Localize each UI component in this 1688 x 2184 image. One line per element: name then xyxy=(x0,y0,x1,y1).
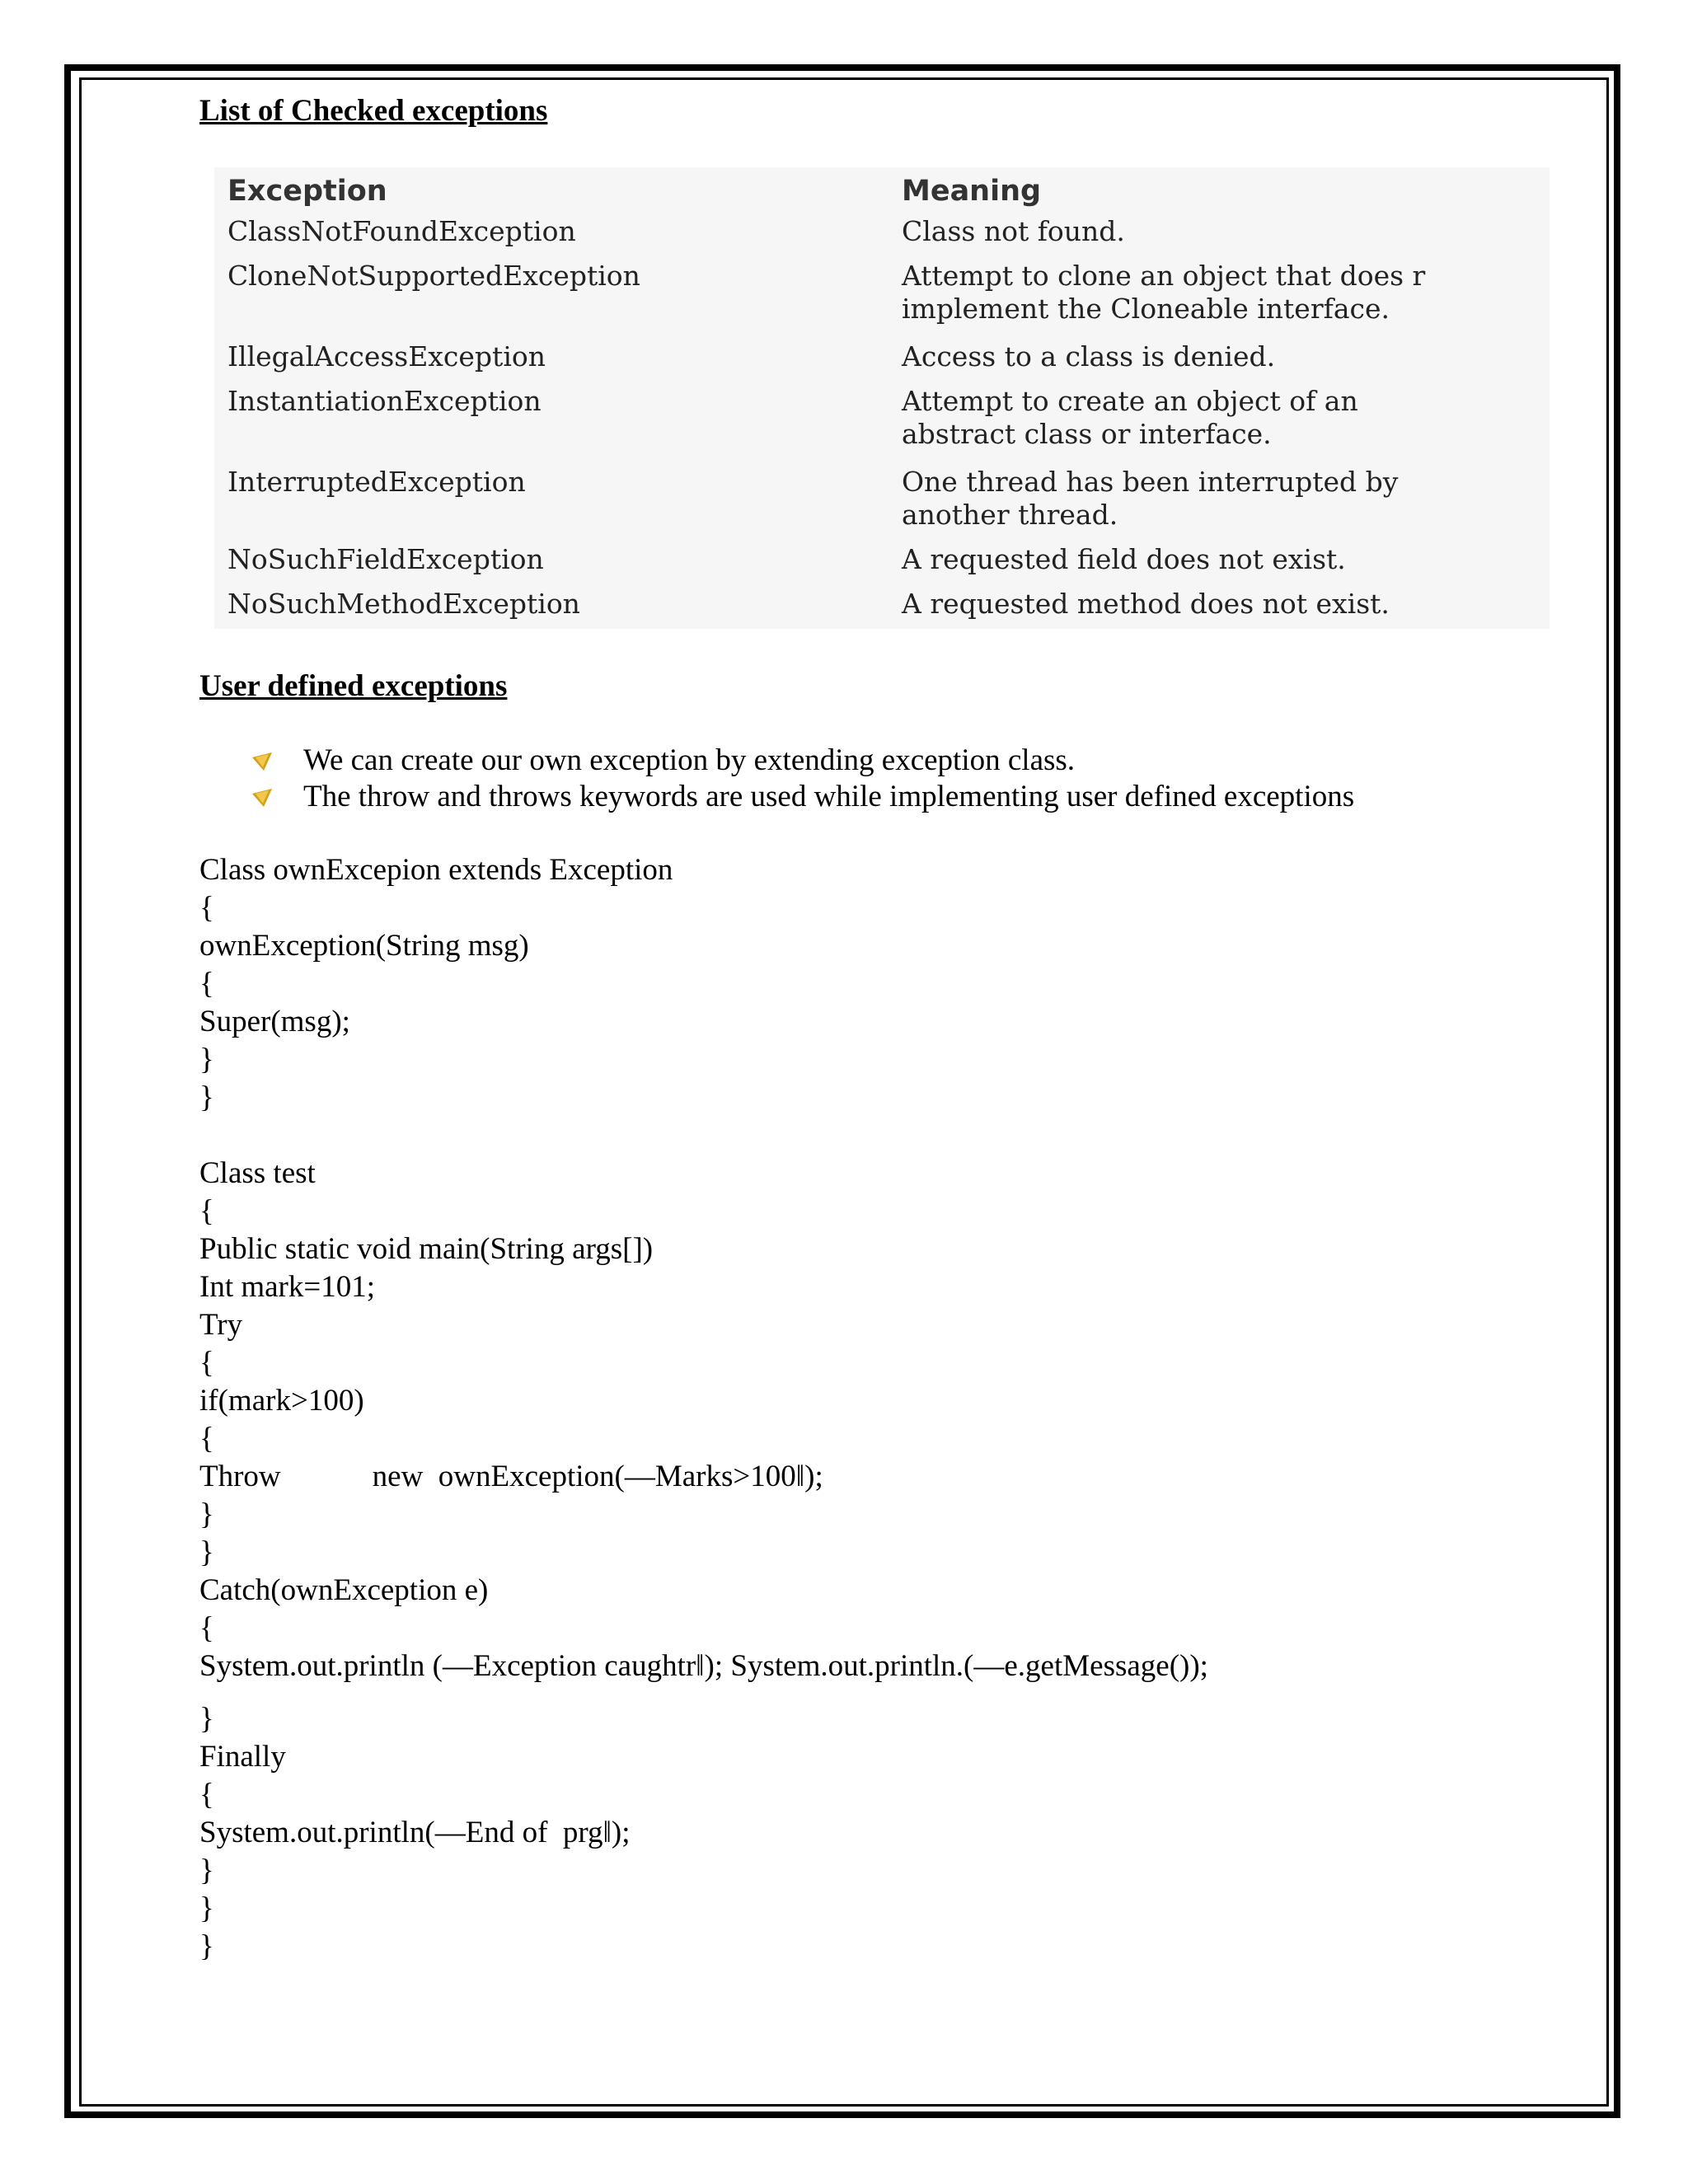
table-row xyxy=(214,466,1550,532)
meaning-line: One thread has been interrupted by xyxy=(902,466,1399,498)
code-line: { xyxy=(199,1194,214,1228)
code-block-test-class xyxy=(199,1155,1551,1966)
code-line: } xyxy=(199,1535,214,1569)
meaning-line: another thread. xyxy=(902,499,1118,531)
code-line: Super(msg); xyxy=(199,1005,350,1038)
table-row xyxy=(214,543,1550,576)
exception-meaning xyxy=(902,340,1550,373)
table-header xyxy=(214,167,1550,215)
code-line: Class ownExcepion extends Exception xyxy=(199,853,673,887)
table-row xyxy=(214,588,1550,621)
exception-meaning xyxy=(902,588,1550,621)
code-line: { xyxy=(199,1346,214,1380)
code-line: { xyxy=(199,1611,214,1645)
table-row xyxy=(214,385,1550,451)
header-exception: Exception xyxy=(227,175,387,208)
exception-meaning xyxy=(902,385,1550,451)
table-row xyxy=(214,340,1550,373)
meaning-line: abstract class or interface. xyxy=(902,418,1272,450)
meaning-line: A requested field does not exist. xyxy=(902,543,1346,575)
code-line: Try xyxy=(199,1308,243,1342)
exception-name: ClassNotFoundException xyxy=(227,215,576,247)
exception-name: CloneNotSupportedException xyxy=(227,260,640,292)
meaning-line: Attempt to clone an object that does r xyxy=(902,260,1426,292)
code-line: } xyxy=(199,1043,214,1076)
code-line: Public static void main(String args[]) xyxy=(199,1232,654,1266)
code-line xyxy=(199,1685,1551,1700)
table-row xyxy=(214,215,1550,248)
meaning-line: A requested method does not exist. xyxy=(902,588,1390,620)
meaning-line: Attempt to create an object of an xyxy=(902,385,1358,417)
star-bullet-icon xyxy=(251,748,274,772)
checked-exceptions-heading: List of Checked exceptions xyxy=(199,94,548,128)
user-defined-heading: User defined exceptions xyxy=(199,669,508,703)
exception-name: NoSuchMethodException xyxy=(227,588,580,620)
code-line: } xyxy=(199,1702,214,1736)
code-block-own-exception xyxy=(199,851,1551,1117)
meaning-line: implement the Cloneable interface. xyxy=(902,293,1390,325)
code-line: ownException(String msg) xyxy=(199,929,529,963)
exception-name: IllegalAccessException xyxy=(227,340,546,373)
code-line: Int mark=101; xyxy=(199,1270,376,1304)
exception-meaning xyxy=(902,543,1550,576)
exception-name: InterruptedException xyxy=(227,466,526,498)
exception-meaning xyxy=(902,215,1550,248)
code-line: } xyxy=(199,1497,214,1531)
exception-meaning xyxy=(902,466,1550,532)
code-line: { xyxy=(199,1778,214,1811)
code-line: Throw new ownException(―Marks>100‖); xyxy=(199,1460,823,1493)
code-line: Catch(ownException e) xyxy=(199,1573,489,1607)
code-line: { xyxy=(199,1422,214,1455)
exception-meaning xyxy=(902,260,1550,326)
code-line: } xyxy=(199,1854,214,1887)
code-line: if(mark>100) xyxy=(199,1384,364,1418)
code-line: } xyxy=(199,1891,214,1925)
code-line: System.out.println (―Exception caughtr‖); System.out.println.(―e.getMessage()); xyxy=(199,1649,1208,1683)
table-body xyxy=(214,215,1550,629)
code-line: Finally xyxy=(199,1740,286,1774)
code-line: { xyxy=(199,891,214,925)
checked-exceptions-table xyxy=(214,167,1550,629)
bullet-text: We can create our own exception by extending exception class. xyxy=(303,743,1076,777)
meaning-line: Class not found. xyxy=(902,215,1125,247)
code-line: System.out.println(―End of prg‖); xyxy=(199,1816,631,1849)
bullet-text: The throw and throws keywords are used while implementing user defined exceptions xyxy=(303,780,1355,813)
star-bullet-icon xyxy=(251,784,274,808)
code-line: Class test xyxy=(199,1156,316,1190)
code-line: } xyxy=(199,1929,214,1963)
code-line: } xyxy=(199,1080,214,1114)
exception-name: InstantiationException xyxy=(227,385,542,417)
header-meaning: Meaning xyxy=(902,175,1042,208)
code-line: { xyxy=(199,967,214,1001)
table-row xyxy=(214,260,1550,326)
list-item xyxy=(251,779,1551,815)
bullet-list xyxy=(199,743,1551,815)
list-item xyxy=(251,743,1551,779)
document-body xyxy=(199,87,1551,1966)
meaning-line: Access to a class is denied. xyxy=(902,340,1276,373)
exception-name: NoSuchFieldException xyxy=(227,543,544,575)
